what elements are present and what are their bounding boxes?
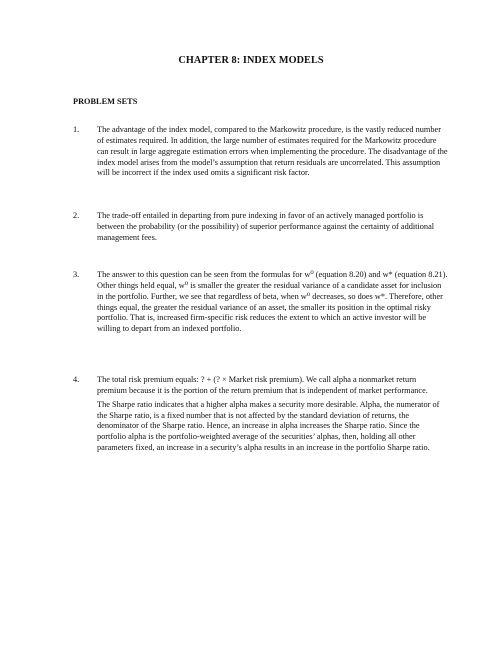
problem-number: 4. <box>73 375 80 384</box>
problem-number: 3. <box>73 270 80 279</box>
chapter-title: CHAPTER 8: INDEX MODELS <box>178 55 324 66</box>
problem-item-3 <box>73 270 448 335</box>
problem-item-2 <box>73 211 448 244</box>
problem-paragraph: The advantage of the index model, compared to the Markowitz procedure, is the vastly reduced number of estimates required. In addition, the large number of estimates required for the Markowitz procedure can result in large aggregate estimation errors when implementing the procedure. The disadvantage of the index model arises from the model’s assumption that return residuals are uncorrelated. This assumption will be incorrect if the index used omits a significant risk factor. <box>97 125 448 178</box>
section-heading: PROBLEM SETS <box>73 97 138 106</box>
problem-number: 2. <box>73 211 80 220</box>
problem-paragraph: The answer to this question can be seen from the formulas for w⁰ (equation 8.20) and w* (equation 8.21). Other things held equal, w⁰ is smaller the greater the residual variance of a candidate asset for inclusion in the portfolio. Further, we see that regardless of beta, when w⁰ decreases, so does w*. Therefore, other things equal, the greater the residual variance of an asset, the smaller its position in the optimal risky portfolio. That is, increased firm-specific risk reduces the extent to which an active investor will be willing to depart from an indexed portfolio. <box>97 270 448 334</box>
problem-paragraph: The Sharpe ratio indicates that a higher alpha makes a security more desirable. Alpha, the numerator of the Sharpe ratio, is a fixed number that is not affected by the standard deviation of returns, the denominator of the Sharpe ratio. Hence, an increase in alpha increases the Sharpe ratio. Since the portfolio alpha is the portfolio-weighted average of the securities’ alphas, then, holding all other parameters fixed, an increase in a security’s alpha results in an increase in the portfolio Sharpe ratio. <box>97 399 440 453</box>
problem-number: 1. <box>73 125 80 134</box>
problem-paragraph: The total risk premium equals: ? + (? × Market risk premium). We call alpha a nonmarket return premium because it is the portion of the return premium that is independent of market performance. <box>97 375 428 395</box>
problem-item-4 <box>73 375 448 454</box>
problem-item-1 <box>73 125 448 179</box>
problem-paragraph: The trade-off entailed in departing from pure indexing in favor of an actively managed portfolio is between the probability (or the possibility) of superior performance against the certainty of additional management fees. <box>97 211 435 242</box>
